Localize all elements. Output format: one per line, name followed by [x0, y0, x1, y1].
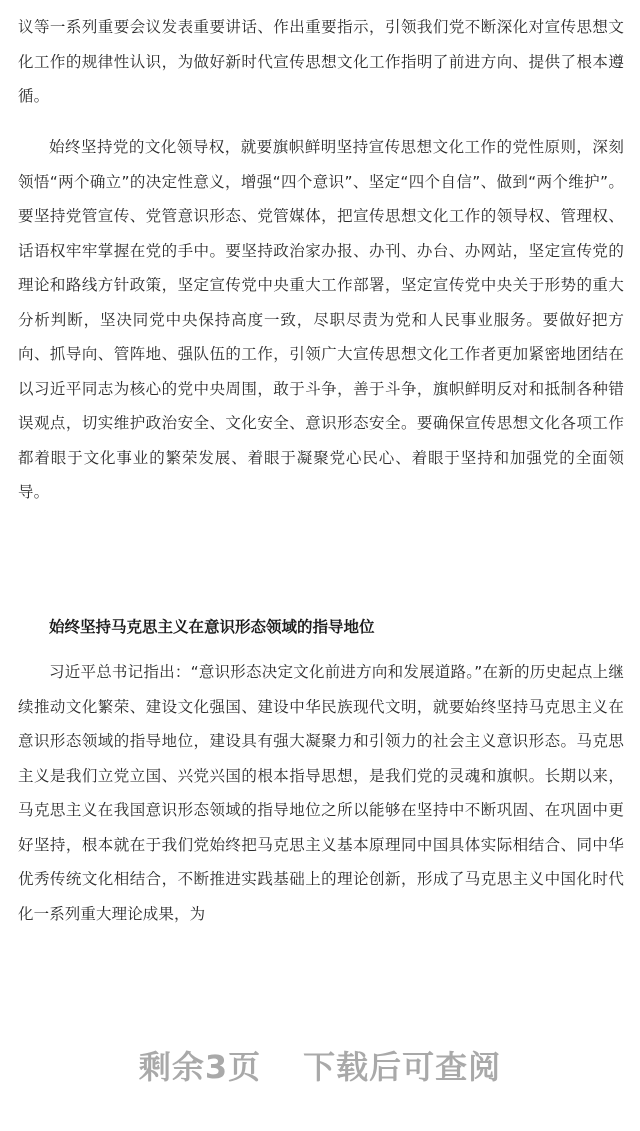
paragraph-cultural-leadership: 始终坚持党的文化领导权，就要旗帜鲜明坚持宣传思想文化工作的党性原则，深刻领悟“两个确立”的决定性意义，增强“四个意识”、坚定“四个自信”、做到“两个维护”。要坚持党管宣传、党管意识形态、党管媒体，把宣传思想文化工作的领导权、管理权、话语权牢牢掌握在党的手中。要坚持政治家办报、办刊、办台、办网站，坚定宣传党的理论和路线方针政策，坚定宣传党中央重大工作部署，坚定宣传党中央关于形势的重大分析判断，坚决同党中央保持高度一致，尽职尽责为党和人民事业服务。要做好把方向、抓导向、管阵地、强队伍的工作，引领广大宣传思想文化工作者更加紧密地团结在以习近平同志为核心的党中央周围，敢于斗争，善于斗争，旗帜鲜明反对和抵制各种错误观点，切实维护政治安全、文化安全、意识形态安全。要确保宣传思想文化各项工作都着眼于文化事业的繁荣发展、着眼于凝聚党心民心、着眼于坚持和加强党的全面领导。: [18, 138, 624, 501]
download-to-view-label[interactable]: 下载后可查阅: [303, 1048, 502, 1086]
paragraph-marxism-guidance: 习近平总书记指出：“意识形态决定文化前进方向和发展道路。”在新的历史起点上继续推动文化繁荣、建设文化强国、建设中华民族现代文明，就要始终坚持马克思主义在意识形态领域的指导地位，建设具有强大凝聚力和引领力的社会主义意识形态。马克思主义是我们立党立国、兴党兴国的根本指导思想，是我们党的灵魂和旗帜。长期以来，马克思主义在我国意识形态领域的指导地位之所以能够在坚持中不断巩固、在巩固中更好坚持，根本就在于我们党始终把马克思主义基本原理同中国具体实际相结合、同中华优秀传统文化相结合，不断推进实践基础上的理论创新，形成了马克思主义中国化时代化一系列重大理论成果，为: [18, 663, 624, 923]
paragraph-intro: 议等一系列重要会议发表重要讲话、作出重要指示，引领我们党不断深化对宣传思想文化工作的规律性认识，为做好新时代宣传思想文化工作指明了前进方向、提供了根本遵循。: [18, 18, 624, 105]
download-prompt-banner[interactable]: [0, 1042, 640, 1088]
remaining-pages-label[interactable]: 剩余3页: [138, 1048, 262, 1086]
section-heading: 始终坚持马克思主义在意识形态领域的指导地位: [49, 618, 375, 636]
